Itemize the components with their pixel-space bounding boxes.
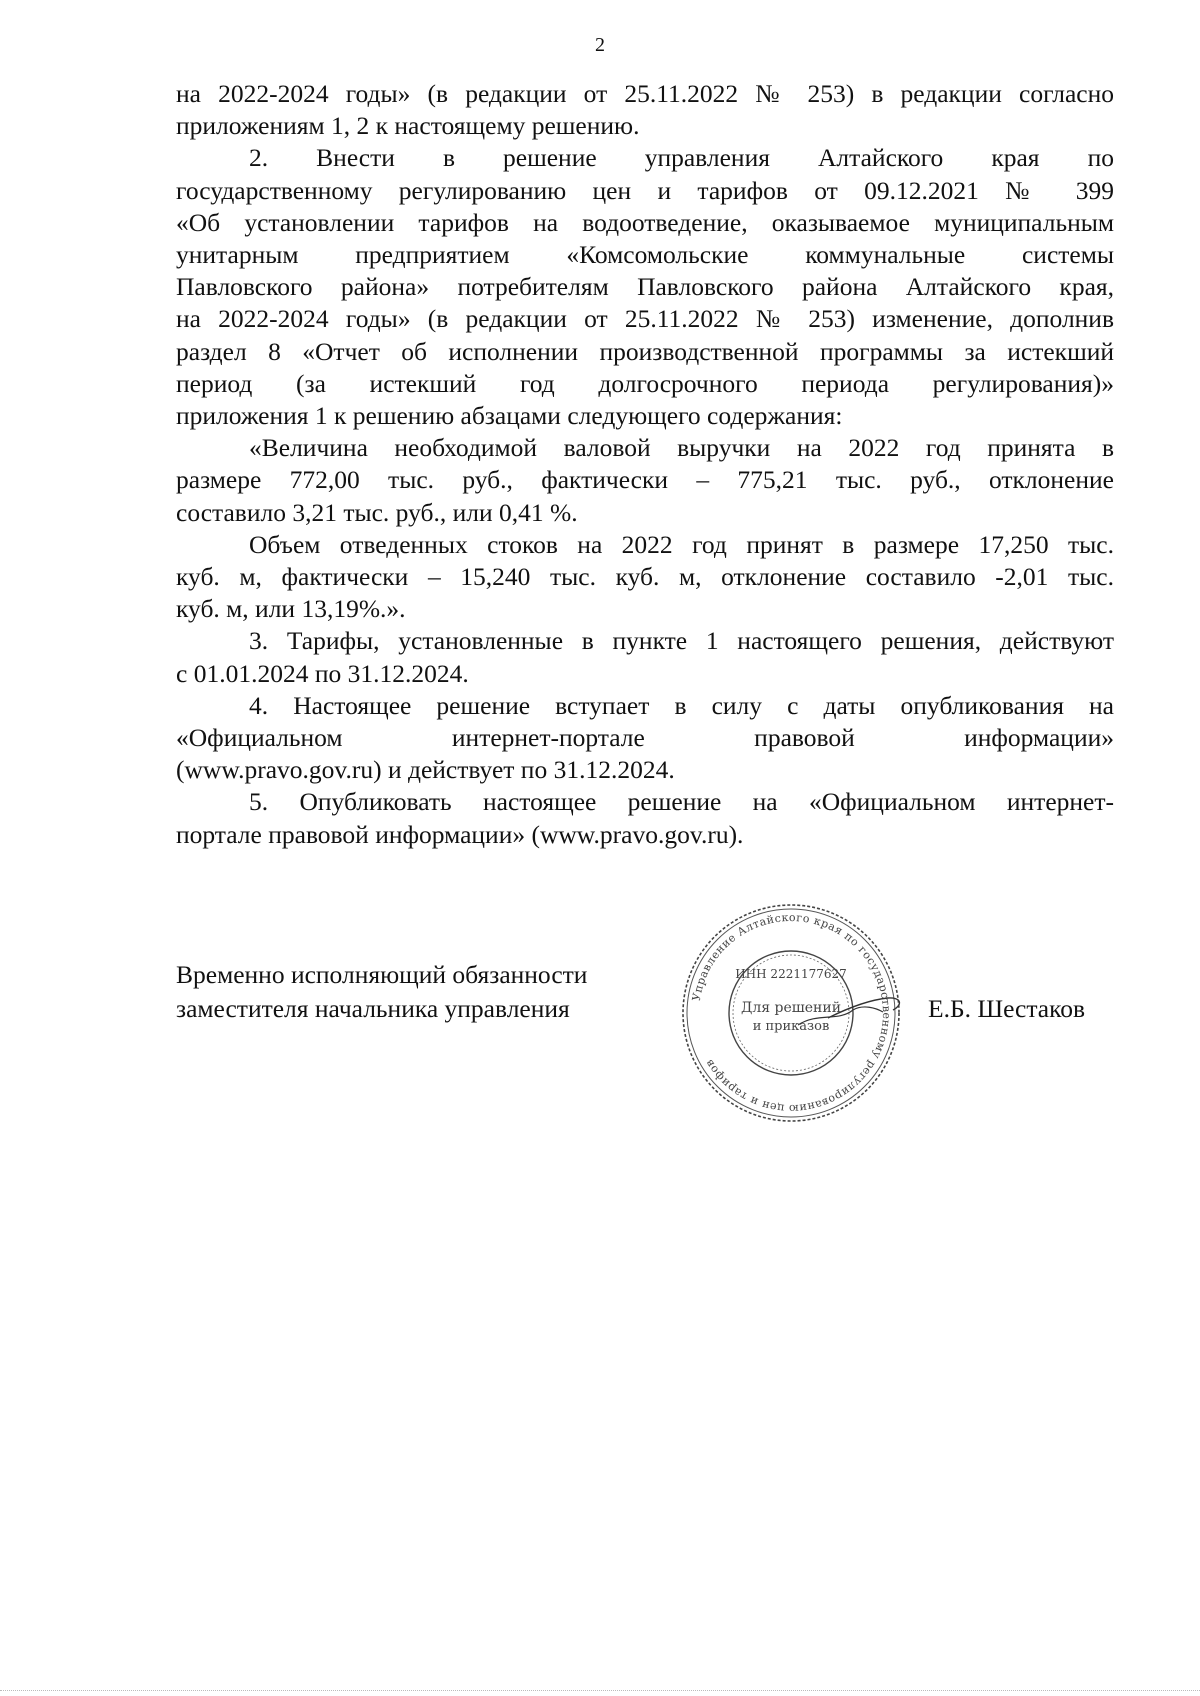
signatory-title-line: заместителя начальника управления bbox=[176, 994, 570, 1023]
text-line: «Величина необходимой валовой выручки на 2022 год принята в bbox=[249, 433, 1114, 463]
text-line: период (за истекший год долгосрочного периода регулирования)» bbox=[176, 368, 1114, 398]
text-line: куб. м, фактически – 15,240 тыс. куб. м, отклонение составило -2,01 тыс. bbox=[176, 562, 1114, 592]
text-line: куб. м, или 13,19%.». bbox=[176, 594, 406, 624]
text-line: на 2022-2024 годы» (в редакции от 25.11.2022 № 253) в редакции согласно bbox=[176, 79, 1114, 108]
page-number: 2 bbox=[595, 34, 605, 56]
text-line: «Официальном интернет-портале правовой информации» bbox=[176, 723, 1114, 753]
text-line: Павловского района» потребителям Павловского района Алтайского края, bbox=[176, 272, 1114, 302]
signatory-title bbox=[176, 958, 646, 1026]
text-line: унитарным предприятием «Комсомольские коммунальные системы bbox=[176, 240, 1114, 270]
text-line: на 2022-2024 годы» (в редакции от 25.11.2022 № 253) изменение, дополнив bbox=[176, 304, 1114, 334]
stamp-inner-line: Для решений bbox=[740, 1000, 842, 1016]
text-line: 3. Тарифы, установленные в пункте 1 настоящего решения, действуют bbox=[249, 626, 1114, 656]
stamp-inn: ИНН 2221177627 bbox=[735, 967, 847, 981]
scan-edge-divider bbox=[0, 1690, 1200, 1691]
stamp-ring-text: Управление Алтайского края по государственному регулированию цен и тарифов bbox=[689, 910, 894, 1116]
document-body bbox=[176, 78, 1114, 851]
text-line: «Об установлении тарифов на водоотведение, оказываемое муниципальным bbox=[176, 207, 1114, 237]
signatory-name: Е.Б. Шестаков bbox=[928, 994, 1085, 1023]
text-line: Объем отведенных стоков на 2022 год принят в размере 17,250 тыс. bbox=[249, 529, 1114, 559]
text-line: государственному регулированию цен и тарифов от 09.12.2021 № 399 bbox=[176, 175, 1114, 205]
text-line: 2. Внести в решение управления Алтайского края по bbox=[249, 143, 1114, 173]
text-line: портале правовой информации» (www.pravo.gov.ru). bbox=[176, 819, 744, 849]
text-line: размере 772,00 тыс. руб., фактически – 775,21 тыс. руб., отклонение bbox=[176, 465, 1114, 495]
text-line: 5. Опубликовать настоящее решение на «Официальном интернет- bbox=[249, 787, 1114, 817]
text-line: с 01.01.2024 по 31.12.2024. bbox=[176, 658, 469, 688]
text-line: 4. Настоящее решение вступает в силу с даты опубликования на bbox=[249, 690, 1114, 720]
text-line: приложениям 1, 2 к настоящему решению. bbox=[176, 111, 640, 141]
stamp-inner-line: и приказов bbox=[752, 1019, 830, 1034]
signatory-title-line: Временно исполняющий обязанности bbox=[176, 960, 588, 989]
text-line: составило 3,21 тыс. руб., или 0,41 %. bbox=[176, 497, 578, 527]
text-line: приложения 1 к решению абзацами следующего содержания: bbox=[176, 401, 843, 431]
official-stamp-icon bbox=[678, 900, 904, 1126]
text-line: (www.pravo.gov.ru) и действует по 31.12.2024. bbox=[176, 755, 675, 785]
text-line: раздел 8 «Отчет об исполнении производственной программы за истекший bbox=[176, 336, 1114, 366]
